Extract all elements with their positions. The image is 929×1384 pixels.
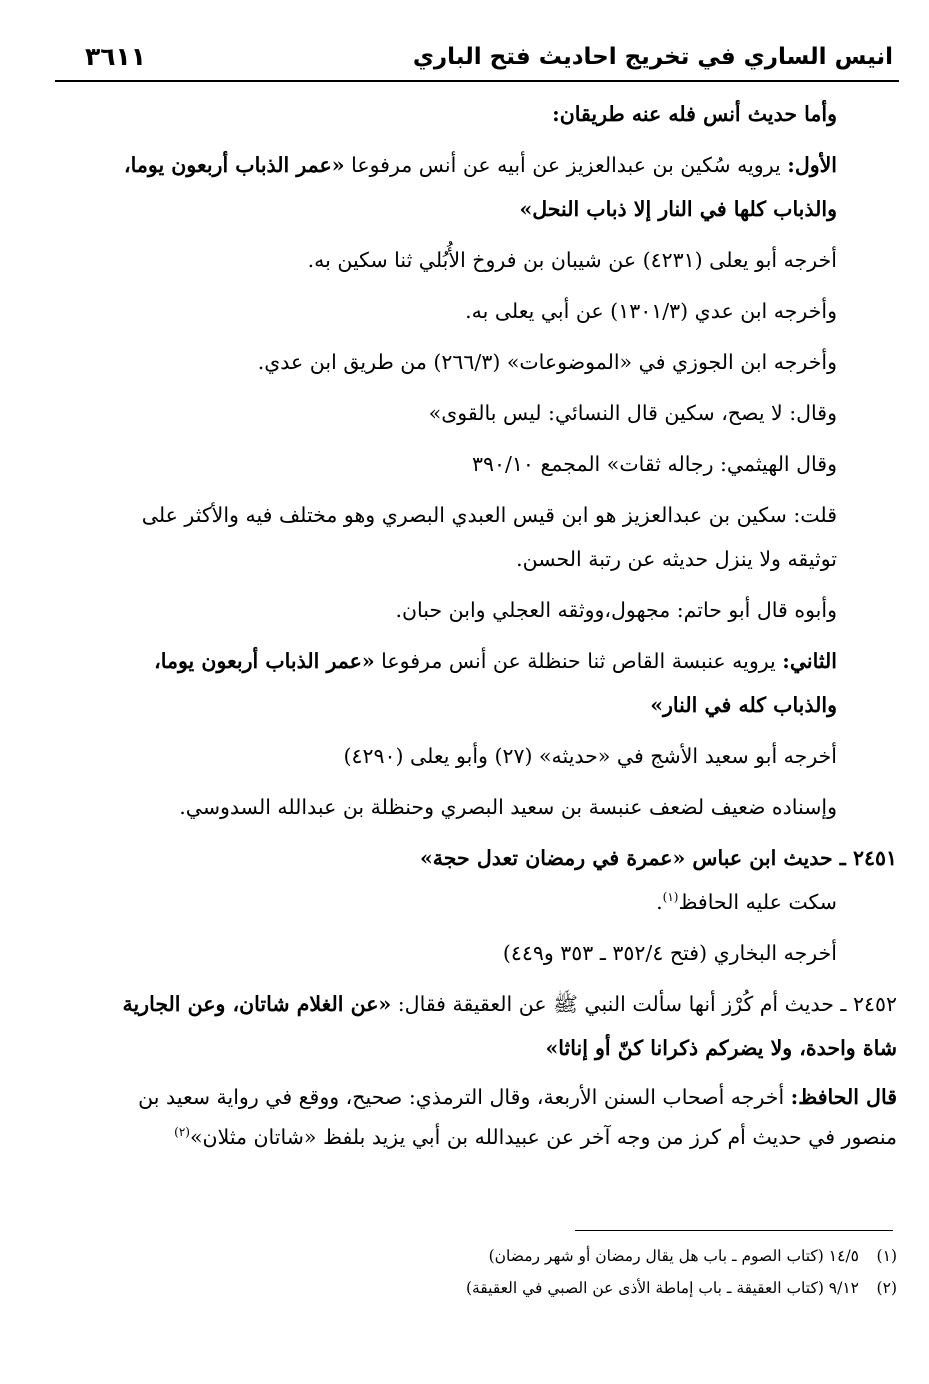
paragraph: وأخرجه ابن عدي (١٣٠١/٣) عن أبي يعلى به. [465, 299, 837, 323]
footnote-ref: (١) [662, 890, 679, 905]
book-title: انيس الساري في تخريج احاديث فتح الباري [412, 44, 893, 70]
paragraph: أخرجه البخاري (فتح ٣٥٢/٤ ـ ٣٥٣ و٤٤٩) [502, 941, 837, 965]
paragraph: وأخرجه ابن الجوزي في «الموضوعات» (٢٦٦/٣) من طريق ابن عدي. [257, 350, 837, 374]
hadith-entry [88, 836, 897, 880]
running-header [55, 36, 899, 82]
main-text [88, 92, 897, 1157]
hadith-number: ٢٤٥١ ـ حديث ابن عباس [685, 846, 897, 870]
paragraph-text: يرويه سُكين بن عبدالعزيز عن أبيه عن أنس مرفوعا [344, 153, 788, 177]
footnote-mark: (١) [876, 1247, 897, 1265]
paragraph-text: . [656, 890, 663, 914]
paragraph: وقال الهيثمي: رجاله ثقات» المجمع ٣٩٠/١٠ [471, 452, 837, 476]
hadith-number: ٢٤٥٢ ـ حديث أم كُرْز أنها سألت النبي ﷺ عن العقيقة فقال: [391, 992, 897, 1016]
paragraph: قلت: سكين بن عبدالعزيز هو ابن قيس العبدي البصري وهو مختلف فيه والأكثر على توثيقه ولا ينزل حديثه عن رتبة الحسن. [141, 503, 837, 571]
footnote-mark: (٢) [876, 1279, 897, 1297]
footnote-divider [575, 1230, 893, 1231]
paragraph-text: أخرجه أصحاب السنن الأربعة، وقال الترمذي: صحيح، ووقع في رواية سعيد بن منصور في حديث أم كرز من وجه آخر عن عبيدالله بن أبي يزيد بلفظ «شاتان مثلان» [138, 1085, 897, 1149]
footnote-text: ١٤/٥ (كتاب الصوم ـ باب هل يقال رمضان أو شهر رمضان) [488, 1247, 859, 1265]
hadith-text: «عمرة في رمضان تعدل حجة» [419, 846, 686, 870]
footnote-text: ٩/١٢ (كتاب العقيقة ـ باب إماطة الأذى عن الصبي في العقيقة) [465, 1279, 859, 1297]
paragraph: وأبوه قال أبو حاتم: مجهول،ووثقه العجلي وابن حبان. [395, 598, 837, 622]
paragraph: أخرجه أبو سعيد الأشج في «حديثه» (٢٧) وأبو يعلى (٤٢٩٠) [343, 744, 837, 768]
footnote [290, 1272, 897, 1304]
hadith-text: «عمر الذباب أربعون يوما، والذباب كله في النار» [154, 649, 837, 717]
footnotes [290, 1240, 897, 1304]
paragraph: وإسناده ضعيف لضعف عنبسة بن سعيد البصري وحنظلة بن عبدالله السدوسي. [179, 795, 837, 819]
paragraph [88, 639, 897, 727]
paragraph [88, 143, 897, 231]
hadith-entry [88, 982, 897, 1070]
hadith-text: «عمر الذباب أربعون يوما، والذباب كلها في النار إلا ذباب النحل» [124, 153, 837, 221]
hadith-text: «عن الغلام شاتان، وعن الجارية شاة واحدة، ولا يضركم ذكرانا كنّ أو إناثا» [122, 992, 897, 1060]
page-number: ٣٦١١ [85, 42, 147, 71]
paragraph-text: يرويه عنبسة القاص ثنا حنظلة عن أنس مرفوعا [374, 649, 783, 673]
paragraph-lead: الثاني: [782, 649, 837, 673]
paragraph-lead: الأول: [787, 153, 837, 177]
paragraph: وأما حديث أنس فله عنه طريقان: [552, 102, 837, 126]
paragraph-lead: قال الحافظ: [790, 1085, 897, 1109]
paragraph-text: سكت عليه الحافظ [678, 890, 837, 914]
paragraph: أخرجه أبو يعلى (٤٢٣١) عن شيبان بن فروخ الأُبُلي ثنا سكين به. [307, 248, 837, 272]
footnote [290, 1240, 897, 1272]
paragraph [88, 1077, 897, 1157]
footnote-ref: (٢) [174, 1125, 190, 1140]
paragraph: وقال: لا يصح، سكين قال النسائي: ليس بالقوى» [428, 401, 837, 425]
paragraph [88, 880, 897, 924]
